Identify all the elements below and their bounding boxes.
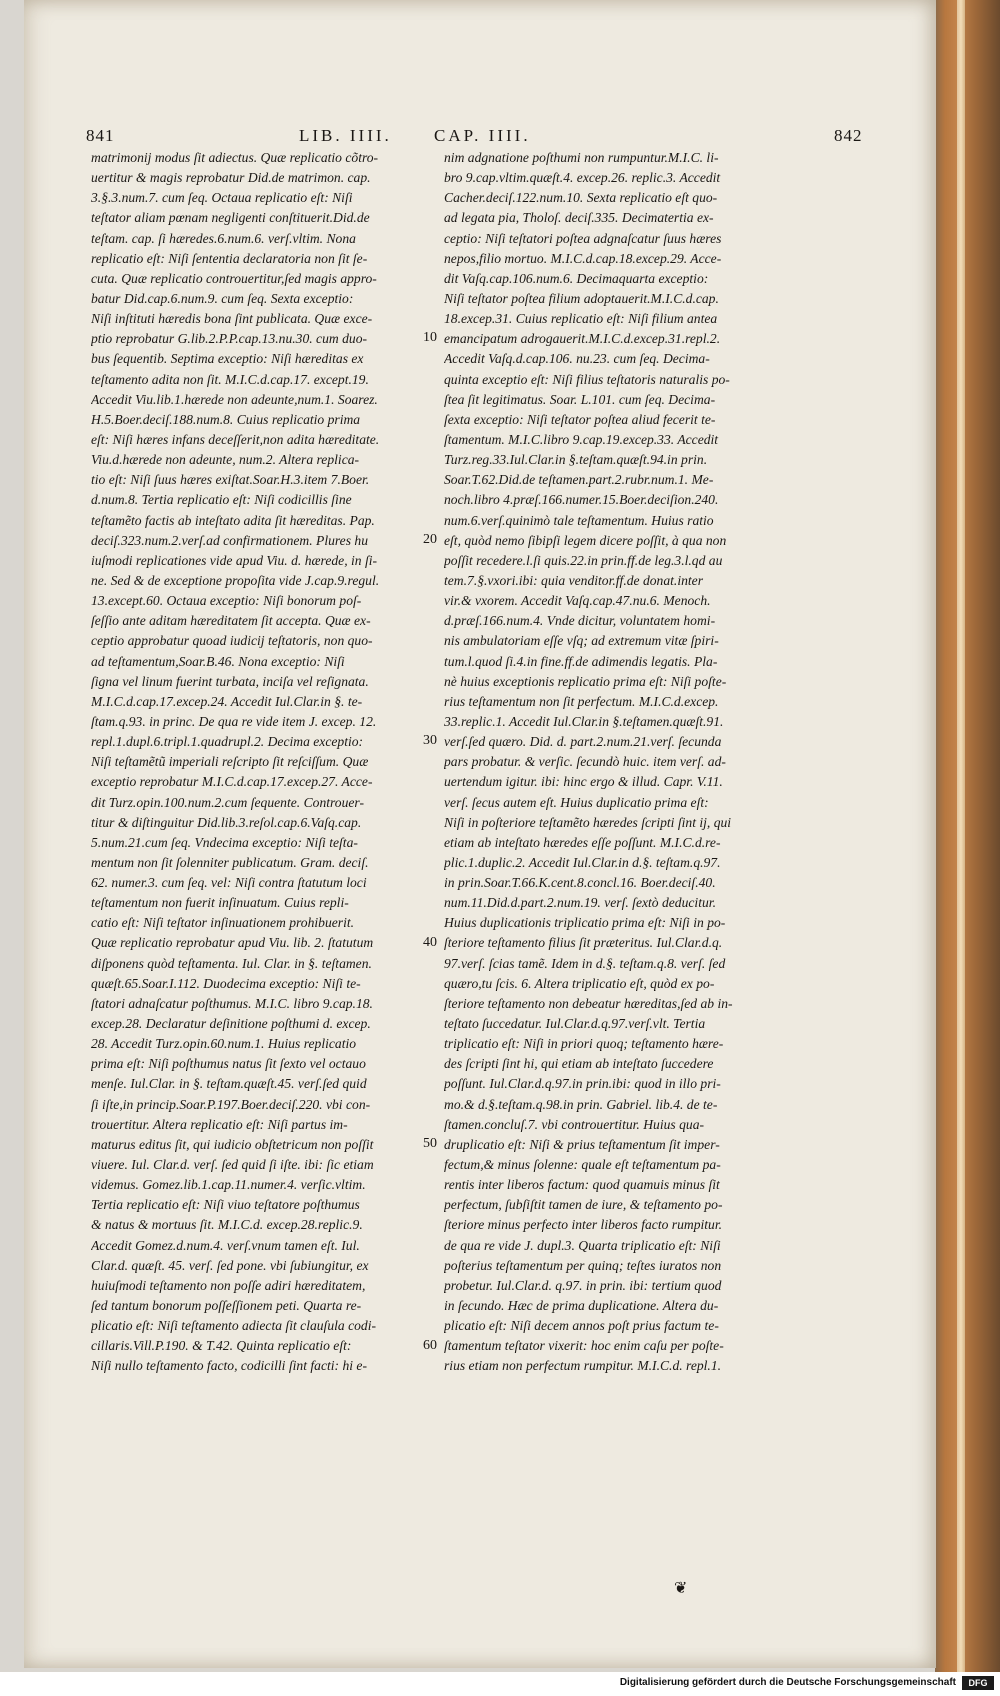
margin-line-number: 40 — [423, 934, 437, 950]
text-line-right: ſtamentum teſtator vixerit: hoc enim caſu per poſte- — [444, 1338, 724, 1354]
text-line-right: ſtamen.concluſ.7. vbi controuertitur. Huius qua- — [444, 1116, 705, 1132]
text-line-left: cuta. Quæ replicatio controuertitur,ſed magis appro- — [91, 270, 377, 286]
text-line-right: mo.& d.§.teſtam.q.98.in prin. Gabriel. lib.4. de te- — [444, 1096, 718, 1112]
text-line-right: perfectum, ſubſiſtit tamen de iure, & teſtamento po- — [444, 1197, 723, 1213]
text-line-left: mentum non ſit ſolenniter publicatum. Gram. deciſ. — [91, 854, 369, 870]
text-line-right: nepos,filio mortuo. M.I.C.d.cap.18.excep.29. Acce- — [444, 250, 722, 266]
text-line-left: H.5.Boer.deciſ.188.num.8. Cuius replicatio prima — [91, 411, 361, 427]
text-line-left: deciſ.323.num.2.verſ.ad confirmationem. Plures hu — [91, 532, 368, 548]
text-line-left: iuſmodi replicationes vide apud Viu. d. hærede, in ſi- — [91, 552, 378, 568]
text-line-right: nè huius exceptionis replicatio prima eſt: Niſi poſte- — [444, 673, 727, 689]
text-line-right: ceptio: Niſi teſtatori poſtea adgnaſcatur ſuus hæres — [444, 230, 722, 246]
page-number-right: 842 — [834, 126, 863, 145]
text-line-right: Cacher.deciſ.122.num.10. Sexta replicatio eſt quo- — [444, 190, 718, 206]
text-line-right: tem.7.§.vxori.ibi: quia venditor.ff.de donat.inter — [444, 572, 703, 588]
text-line-right: Turz.reg.33.Iul.Clar.in §.teſtam.quæſt.94.in prin. — [444, 452, 708, 468]
text-line-right: Niſi teſtator poſtea filium adoptauerit.M.I.C.d.cap. — [444, 290, 719, 306]
text-line-left: quæſt.65.Soar.I.112. Duodecima exceptio: Niſi te- — [91, 975, 361, 991]
text-line-right: poſterius teſtamentum per quinq; teſtes iuratos non — [444, 1257, 722, 1273]
text-line-left: ſed tantum bonorum poſſeſſionem peti. Quarta re- — [91, 1298, 362, 1314]
text-line-left: huiuſmodi teſtamento non poſſe adiri hæreditatem, — [91, 1277, 366, 1293]
printer-ornament: ❦ — [674, 1580, 688, 1597]
text-line-right: de qua re vide J. dupl.3. Quarta triplicatio eſt: Niſi — [444, 1237, 721, 1253]
text-line-left: bus ſequentib. Septima exceptio: Niſi hæreditas ex — [91, 351, 364, 367]
book-fore-edge — [935, 0, 1000, 1672]
text-line-right: bro 9.cap.vltim.quæſt.4. excep.26. replic.3. Accedit — [444, 170, 721, 186]
text-line-right: num.11.Did.d.part.2.num.19. verſ. ſextò deducitur. — [444, 895, 716, 911]
text-line-left: videmus. Gomez.lib.1.cap.11.numer.4. verſic.vltim. — [91, 1177, 366, 1193]
digitization-footer — [0, 1672, 1000, 1696]
text-line-left: Quæ replicatio reprobatur apud Viu. lib. 2. ſtatutum — [91, 935, 374, 951]
dfg-logo: DFG — [962, 1676, 994, 1690]
text-line-left: excep.28. Declaratur deſinitione poſthumi d. excep. — [91, 1016, 371, 1032]
running-title-right: CAP. IIII. — [434, 126, 531, 145]
text-line-right: Accedit Vaſq.d.cap.106. nu.23. cum ſeq. Decima- — [444, 351, 710, 367]
text-line-left: viuere. Iul. Clar.d. verſ. ſed quid ſi iſte. ibi: ſic etiam — [91, 1157, 374, 1173]
text-line-left: Accedit Gomez.d.num.4. verſ.vnum tamen eſt. Iul. — [91, 1237, 360, 1253]
text-line-left: replicatio eſt: Niſi ſententia declaratoria non ſit ſe- — [91, 250, 368, 266]
text-line-right: dit Vaſq.cap.106.num.6. Decimaquarta exceptio: — [444, 270, 709, 286]
text-line-left: matrimonij modus ſit adiectus. Quæ replicatio cõtro- — [91, 150, 379, 165]
text-line-right: ſtamentum. M.I.C.libro 9.cap.19.excep.33. Accedit — [444, 431, 719, 447]
text-line-left: exceptio reprobatur M.I.C.d.cap.17.excep.27. Acce- — [91, 774, 373, 790]
text-line-left: ſtam.q.93. in princ. De qua re vide item J. excep. 12. — [91, 713, 377, 729]
text-line-right: verſ. ſecus autem eſt. Huius duplicatio prima eſt: — [444, 794, 709, 810]
text-line-right: ſtea ſit legitimatus. Soar. L.101. cum ſeq. Decima- — [444, 391, 716, 407]
text-line-right: des ſcripti ſint hi, qui etiam ab inteſtato ſuccedere — [444, 1056, 714, 1072]
text-line-right: verſ.ſed quæro. Did. d. part.2.num.21.verſ. ſecunda — [444, 734, 722, 750]
text-line-left: 5.num.21.cum ſeq. Vndecima exceptio: Niſi teſta- — [91, 834, 358, 850]
text-line-left: ad teſtamentum,Soar.B.46. Nona exceptio: Niſi — [91, 653, 345, 669]
text-line-right: probetur. Iul.Clar.d. q.97. in prin. ibi: tertium quod — [444, 1277, 722, 1293]
text-line-left: prima eſt: Niſi poſthumus natus ſit ſexto vel octauo — [91, 1056, 366, 1072]
text-line-right: nis ambulatoriam eſſe vſq; ad extremum vitæ ſpiri- — [444, 633, 719, 649]
text-line-left: teſtam. cap. ſi hæredes.6.num.6. verſ.vltim. Nona — [91, 230, 356, 246]
text-line-left: Niſi teſtamẽtũ imperiali reſcripto ſit reſciſſum. Quæ — [91, 754, 369, 770]
funding-credit: Digitalisierung gefördert durch die Deutsche Forschungsgemeinschaft — [619, 1677, 956, 1688]
text-line-right: noch.libro 4.præſ.166.numer.15.Boer.deciſion.240. — [444, 492, 719, 508]
text-line-left: cillaris.Vill.P.190. & T.42. Quinta replicatio eſt: — [91, 1338, 352, 1354]
right-text-column — [444, 148, 806, 1377]
text-line-left: ne. Sed & de exceptione propoſita vide J.cap.9.regul. — [91, 572, 380, 588]
margin-line-number: 60 — [423, 1337, 437, 1353]
text-line-left: teſtator aliam pœnam negligenti conſtituerit.Did.de — [91, 210, 370, 226]
text-line-right: druplicatio eſt: Niſi & prius teſtamentum ſit imper- — [444, 1136, 720, 1152]
text-line-right: pars probatur. & verſic. ſecundò huic. item verſ. ad- — [444, 754, 726, 770]
text-line-right: uertendum igitur. ibi: hinc ergo & illud. Capr. V.11. — [444, 774, 723, 790]
margin-line-number: 50 — [423, 1136, 437, 1152]
book-page — [24, 0, 936, 1668]
text-line-left: plicatio eſt: Niſi teſtamento adiecta ſit clauſula codi- — [91, 1318, 377, 1334]
text-line-right: teſtato ſuccedatur. Iul.Clar.d.q.97.verſ.vlt. Tertia — [444, 1016, 706, 1032]
text-line-right: 33.replic.1. Accedit Iul.Clar.in §.teſtamen.quæſt.91. — [444, 713, 724, 729]
text-line-left: d.num.8. Tertia replicatio eſt: Niſi codicillis ſine — [91, 492, 352, 508]
text-line-left: Niſi inſtituti hæredis bona ſint publicata. Quæ exce- — [91, 311, 373, 327]
text-line-right: rius etiam non perfectum rumpitur. M.I.C.d. repl.1. — [444, 1358, 722, 1374]
text-line-left: 28. Accedit Turz.opin.60.num.1. Huius replicatio — [91, 1036, 357, 1052]
text-line-left: ſtatori adnaſcatur poſthumus. M.I.C. libro 9.cap.18. — [91, 995, 373, 1011]
text-line-left: tio eſt: Niſi ſuus hæres exiſtat.Soar.H.3.item 7.Boer. — [91, 472, 370, 488]
page-stack-edge — [957, 0, 965, 1672]
text-line-left: 13.except.60. Octaua exceptio: Niſi bonorum poſ- — [91, 593, 362, 609]
text-line-right: fectum,& minus ſolenne: quale eſt teſtamentum pa- — [444, 1157, 721, 1173]
text-line-left: Accedit Viu.lib.1.hærede non adeunte,num.1. Soarez. — [91, 391, 378, 407]
text-line-left: titur & diſtinguitur Did.lib.3.reſol.cap.6.Vaſq.cap. — [91, 814, 362, 830]
text-line-right: d.præſ.166.num.4. Vnde dicitur, voluntatem homi- — [444, 613, 716, 629]
text-line-left: uertitur & magis reprobatur Did.de matrimon. cap. — [91, 170, 371, 186]
page-number-left: 841 — [86, 126, 115, 145]
text-line-left: eſt: Niſi hæres infans deceſſerit,non adita hæreditate. — [91, 431, 380, 447]
margin-line-number: 20 — [423, 531, 437, 547]
text-line-right: 97.verſ. ſcias tamẽ. Idem in d.§. teſtam.q.8. verſ. ſed — [444, 955, 726, 971]
text-line-right: plic.1.duplic.2. Accedit Iul.Clar.in d.§. teſtam.q.97. — [444, 854, 721, 870]
text-line-left: teſtamentum non fuerit inſinuatum. Cuius repli- — [91, 895, 349, 911]
text-line-left: ſi iſte,in princip.Soar.P.197.Boer.deciſ.220. vbi con- — [91, 1096, 371, 1112]
text-line-right: in ſecundo. Hæc de prima duplicatione. Altera du- — [444, 1298, 719, 1314]
text-line-left: Niſi nullo teſtamento facto, codicilli ſint facti: hi e- — [91, 1358, 367, 1374]
text-line-left: M.I.C.d.cap.17.excep.24. Accedit Iul.Clar.in §. te- — [91, 693, 363, 709]
text-line-left: trouertitur. Altera replicatio eſt: Niſi partus im- — [91, 1116, 348, 1132]
text-line-right: nim adgnatione poſthumi non rumpuntur.M.I.C. li- — [444, 150, 719, 165]
text-line-right: in prin.Soar.T.66.K.cent.8.concl.16. Boer.deciſ.40. — [444, 875, 716, 891]
text-line-right: quæro,tu ſcis. 6. Altera triplicatio eſt, quòd ex po- — [444, 975, 715, 991]
text-line-left: ſeſſio ante aditam hæreditatem ſit accepta. Quæ ex- — [91, 613, 371, 629]
text-line-left: teſtamento adita non ſit. M.I.C.d.cap.17. except.19. — [91, 371, 369, 387]
text-line-right: poſſit recedere.l.ſi quis.22.in prin.ff.de leg.3.l.qd au — [444, 552, 723, 568]
text-line-left: Clar.d. quæſt. 45. verſ. ſed pone. vbi ſubiungitur, ex — [91, 1257, 369, 1273]
text-line-left: maturus editus ſit, qui iudicio obſtetricum non poſſit — [91, 1136, 374, 1152]
text-line-right: rentis inter liberos factum: quod quamuis minus ſit — [444, 1177, 720, 1193]
text-line-left: 62. numer.3. cum ſeq. vel: Niſi contra ſtatutum loci — [91, 875, 367, 891]
left-text-column — [91, 148, 437, 1377]
text-line-right: emancipatum adrogauerit.M.I.C.d.excep.31.repl.2. — [444, 331, 721, 347]
text-line-left: batur Did.cap.6.num.9. cum ſeq. Sexta exceptio: — [91, 290, 354, 306]
text-line-right: ſteriore minus perfecto inter liberos facto rumpitur. — [444, 1217, 723, 1233]
text-line-left: ceptio approbatur quoad iudicij teſtatoris, non quo- — [91, 633, 373, 649]
text-line-right: poſſunt. Iul.Clar.d.q.97.in prin.ibi: quod in illo pri- — [444, 1076, 721, 1092]
text-line-right: ad legata pia, Tholoſ. deciſ.335. Decimatertia ex- — [444, 210, 714, 226]
text-line-left: diſponens quòd teſtamenta. Iul. Clar. in §. teſtamen. — [91, 955, 372, 971]
text-line-right: vir.& vxorem. Accedit Vaſq.cap.47.nu.6. Menoch. — [444, 593, 711, 609]
text-line-right: plicatio eſt: Niſi decem annos poſt prius factum te- — [444, 1318, 719, 1334]
text-line-left: ſigna vel linum fuerint turbata, inciſa vel reſignata. — [91, 673, 369, 689]
text-line-left: & natus & mortuus ſit. M.I.C.d. excep.28.replic.9. — [91, 1217, 363, 1233]
text-line-right: num.6.verſ.quinimò tale teſtamentum. Huius ratio — [444, 512, 714, 528]
text-line-left: Viu.d.hærede non adeunte, num.2. Altera replica- — [91, 452, 360, 468]
text-line-left: ptio reprobatur G.lib.2.P.P.cap.13.nu.30. cum duo- — [91, 331, 368, 347]
margin-line-number: 10 — [423, 330, 437, 346]
text-line-right: Niſi in poſteriore teſtamẽto hæredes ſcripti ſint ij, qui — [444, 814, 732, 830]
text-line-left: dit Turz.opin.100.num.2.cum ſequente. Controuer- — [91, 794, 364, 810]
margin-line-number: 30 — [423, 733, 437, 749]
text-line-right: Huius duplicationis triplicatio prima eſt: Niſi in po- — [444, 915, 726, 931]
text-line-right: ſteriore teſtamento filius ſit præteritus. Iul.Clar.d.q. — [444, 935, 723, 951]
text-line-right: etiam ab inteſtato hæredes eſſe poſſunt. M.I.C.d.re- — [444, 834, 721, 850]
text-line-left: Tertia replicatio eſt: Niſi viuo teſtatore poſthumus — [91, 1197, 360, 1213]
text-line-left: repl.1.dupl.6.tripl.1.quadrupl.2. Decima exceptio: — [91, 734, 364, 750]
text-line-right: 18.excep.31. Cuius replicatio eſt: Niſi filium antea — [444, 311, 718, 327]
text-line-right: Soar.T.62.Did.de teſtamen.part.2.rubr.num.1. Me- — [444, 472, 714, 488]
text-line-right: rius teſtamentum non ſit perfectum. M.I.C.d.excep. — [444, 693, 719, 709]
text-line-right: tum.l.quod ſi.4.in fine.ff.de adimendis legatis. Pla- — [444, 653, 718, 669]
text-line-right: triplicatio eſt: Niſi in priori quoq; teſtamento hære- — [444, 1036, 724, 1052]
text-line-left: catio eſt: Niſi teſtator inſinuationem prohibuerit. — [91, 915, 355, 931]
text-line-right: ſteriore teſtamento non debeatur hæreditas,ſed ab in- — [444, 995, 733, 1011]
text-line-right: ſexta exceptio: Niſi teſtator poſtea aliud fecerit te- — [444, 411, 716, 427]
running-title-left: LIB. IIII. — [299, 126, 392, 145]
text-line-left: menſe. Iul.Clar. in §. teſtam.quæſt.45. verſ.ſed quid — [91, 1076, 367, 1092]
text-line-right: quinta exceptio eſt: Niſi filius teſtatoris naturalis po- — [444, 371, 730, 387]
text-line-left: teſtamẽto factis ab inteſtato adita ſit hæreditas. Pap. — [91, 512, 375, 528]
text-line-right: eſt, quòd nemo ſibipſi legem dicere poſſit, à qua non — [444, 532, 727, 548]
text-line-left: 3.§.3.num.7. cum ſeq. Octaua replicatio eſt: Niſi — [91, 190, 353, 206]
